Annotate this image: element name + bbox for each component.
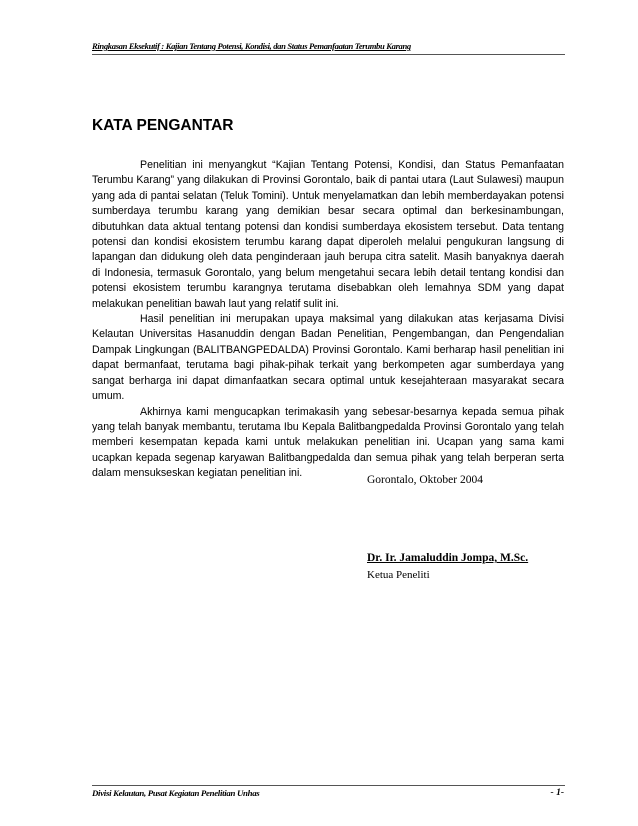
footer-divider: [92, 785, 565, 786]
signature-name: Dr. Ir. Jamaluddin Jompa, M.Sc.: [367, 552, 529, 564]
body-text: [92, 158, 564, 482]
section-title: KATA PENGANTAR: [92, 117, 234, 134]
signature-place-date: Gorontalo, Oktober 2004: [367, 474, 483, 486]
page-number: - 1-: [550, 788, 564, 798]
paragraph-3: Akhirnya kami mengucapkan terimakasih yang sebesar-besarnya kepada semua pihak yang telah banyak membantu, terutama Ibu Kepala Balitbangpedalda Provinsi Gorontalo yang telah memberi kesempatan kepada kami untuk melakukan penelitian ini. Ucapan yang sama kami ucapkan kepada segenap karyawan Balitbangpedalda dan semua pihak yang telah berperan serta dalam mensukseskan kegiatan penelitian ini.: [92, 405, 564, 480]
signature-role: Ketua Peneliti: [367, 569, 430, 581]
running-header: Ringkasan Eksekutif : Kajian Tentang Potensi, Kondisi, dan Status Pemanfaatan Terumbu Karang: [92, 41, 411, 51]
paragraph-2: Hasil penelitian ini merupakan upaya maksimal yang dilakukan atas kerjasama Divisi Kelautan Universitas Hasanuddin dengan Badan Penelitian, Pengembangan, dan Pengendalian Dampak Lingkungan (BALITBANGPEDALDA) Provinsi Gorontalo. Kami berharap hasil penelitian ini dapat bermanfaat, terutama bagi pihak-pihak terkait yang berkompeten agar sumberdaya yang sangat berharga ini dapat dimanfaatkan secara optimal untuk kesejahteraan masyarakat secara umum.: [92, 313, 564, 403]
paragraph-1: Penelitian ini menyangkut “Kajian Tentang Potensi, Kondisi, dan Status Pemanfaatan Terumbu Karang” yang dilakukan di Provinsi Gorontalo, baik di pantai utara (Laut Sulawesi) maupun yang ada di pantai selatan (Teluk Tomini). Untuk menyelamatkan dan lebih memberdayakan potensi sumberdaya terumbu karang yang demikian besar secara optimal dan berkesinambungan, dibutuhkan data aktual tentang potensi dan kondisi sumberdaya ekosistem tersebut. Data tentang potensi dan kondisi ekosistem terumbu karang dapat diperoleh melalui pengukuran langsung di lapangan dan didukung oleh data penginderaan jauh berupa citra satelit. Masih banyaknya daerah di Indonesia, termasuk Gorontalo, yang belum mengetahui secara lebih detail tentang kondisi dan potensi ekosistem terumbu karangnya terutama disebabkan oleh lemahnya SDM yang dapat melakukan penelitian bawah laut yang relatif sulit ini.: [92, 159, 564, 310]
header-divider: [92, 54, 565, 55]
footer-institution: Divisi Kelautan, Pusat Kegiatan Penelitian Unhas: [92, 788, 260, 798]
